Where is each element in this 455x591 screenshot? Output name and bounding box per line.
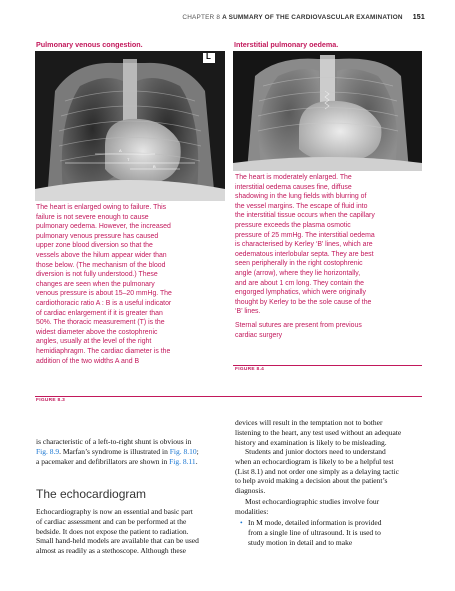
caption-line: pulmonary oedema. However, the increased [36,223,171,231]
caption-line: is characterised by Kerley ‘B’ lines, which are [235,241,373,249]
caption-line: oedematous interlobular septa. They are best [235,250,374,258]
text-line: Small hand-held models are available that can be used [36,536,199,546]
text-line: modalities: [235,506,269,516]
text-line: of cardiac assessment and can be performed at the [36,516,187,526]
caption-line: failure is not severe enough to cause [36,213,149,221]
right-body-para1 [235,418,425,447]
figure-left-rule [35,396,422,397]
text-line: Students and junior doctors need to understand [245,447,386,456]
text-line: a pacemaker and defibrillators are shown in Fig. 8.11. [36,456,198,466]
label-t: T [127,157,130,162]
right-body-para2 [235,447,425,496]
text-line: In M mode, detailed information is provided [248,518,382,527]
caption-line: interstitial oedema causes fine, diffuse [235,183,352,191]
caption-line: changes are seen when the pulmonary [36,280,155,288]
text-line: is characteristic of a left-to-right shunt is obvious in [36,437,192,446]
figure-right-rule [233,365,422,366]
figure-link[interactable]: Fig. 8.9 [36,446,60,456]
caption-line: pressure exceeds the plasma osmotic [235,221,351,229]
chapter-title: A SUMMARY OF THE CARDIOVASCULAR EXAMINATION [222,14,403,21]
caption-line: cardiothoracic ratio A : B is a useful indicator [36,299,172,307]
text-line: Echocardiography is now an essential and basic part [36,507,193,516]
xray-left-graphic [35,51,225,201]
figure-left-title: Pulmonary venous congestion. [36,40,143,49]
xray-image-right [233,51,422,171]
caption-line: The heart is enlarged owing to failure. This [36,204,167,211]
page-number: 151 [412,14,425,21]
text-line: Fig. 8.9. Marfan’s syndrome is illustrated in Fig. 8.10; [36,446,199,456]
figure-left-label: FIGURE 8.3 [36,398,66,403]
caption-line: pulmonary venous pressure has caused [36,232,159,240]
figure-link[interactable]: Fig. 8.11 [169,456,196,466]
caption-line: Sternal sutures are present from previous [235,321,362,329]
figure-right-title: Interstitial pulmonary oedema. [234,40,339,49]
text-line: devices will result in the temptation not to bother [235,418,383,427]
text-line: history and examination is likely to be misleading. [235,437,387,447]
xray-right-graphic [233,51,422,171]
caption-line: upper zone blood diversion so that the [36,242,153,250]
caption-line: vessels above the hilum appear wider than [36,251,167,259]
text-line: (List 8.1) and not order one simply as a delaying tactic [235,466,399,476]
left-body-para2 [36,507,226,556]
text-line: when an echocardiogram is likely to be a helpful test [235,456,394,466]
caption-line: the vessel margins. The escape of fluid into [235,202,368,210]
text-line: from a single line of ultrasound. It is used to [248,527,381,537]
caption-line: of cardiac enlargement if it is greater than [36,309,163,317]
caption-line: and are about 1 cm long. They contain the [235,279,364,287]
label-a: A [119,148,122,153]
caption-line: those below. (The mechanism of the blood [36,261,166,269]
text-line: diagnosis. [235,486,266,496]
text-line: study motion in detail and to make [248,537,353,547]
text-line: almost as readily as a stethoscope. Although these [36,546,186,556]
caption-line: seen peripherally in the right costophrenic [235,260,363,268]
right-body-para3 [235,497,425,517]
figure-right-label: FIGURE 8.4 [235,367,265,372]
bullet-icon: • [240,518,243,527]
caption-line: the interstitial tissue occurs when the capillary [235,212,375,220]
caption-line: ‘B’ lines. [235,308,261,316]
left-body-para1 [36,437,226,466]
caption-line: venous pressure is about 15–20 mmHg. The [36,290,172,298]
figure-right-caption [235,173,425,340]
label-b: B [153,164,156,169]
caption-line: hemidiaphragm. The cardiac diameter is the [36,347,171,355]
caption-line: engorged lymphatics, which were originally [235,289,366,297]
caption-line: shadowing in the lung fields with blurring of [235,193,367,201]
text-line: bedside. It does not expose the patient to radiation. [36,526,189,536]
xray-side-marker: L [206,52,211,61]
caption-line: cardiac surgery [235,331,283,339]
xray-image-left [35,51,225,201]
running-header [182,14,425,21]
caption-line: pressure of 25 mmHg. The interstitial oedema [235,231,375,239]
modality-bullet [240,518,426,547]
caption-line: addition of the two widths A and B [36,357,140,365]
caption-line: angles, usually at the level of the right [36,338,152,346]
caption-line: thought by Kerley to be the sole cause of the [235,298,372,306]
section-heading: The echocardiogram [36,487,147,501]
text-line: to help avoid making a decision about the patient’s [235,476,388,486]
caption-line: 50%. The thoracic measurement (T) is the [36,319,165,327]
caption-line: angle (arrow), where they lie horizontally, [235,269,361,277]
figure-left-caption [36,203,226,366]
text-line: listening to the heart, any test used without an adequate [235,427,402,437]
caption-line: The heart is moderately enlarged. The [235,174,352,181]
caption-line: widest diameter above the costophrenic [36,328,158,336]
caption-line: diversion is not fully understood.) These [36,271,158,279]
text-line: Most echocardiographic studies involve four [245,497,380,506]
chapter-label: CHAPTER 8 [182,14,221,21]
figure-link[interactable]: Fig. 8.10 [169,446,197,456]
